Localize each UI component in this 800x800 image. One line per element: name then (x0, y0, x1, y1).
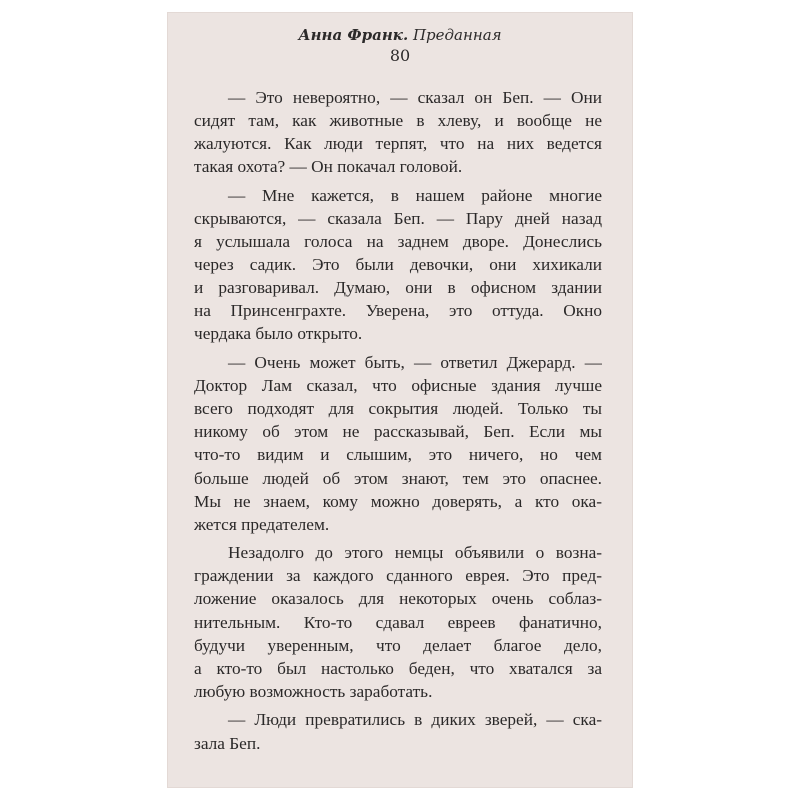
text-line: на Принсенграхте. Уверена, это оттуда. Окно (194, 301, 602, 321)
text-line: скрываются, — сказала Беп. — Пару дней назад (194, 208, 602, 228)
paragraph-4 (194, 541, 602, 703)
text-line: такая охота? — Он покачал головой. (194, 157, 463, 177)
text-line: — Очень может быть, — ответил Джерард. — (228, 353, 602, 373)
text-line: жалуются. Как люди терпят, что на них ведется (194, 134, 602, 154)
text-line: — Люди превратились в диких зверей, — ска- (228, 710, 602, 730)
text-line: Незадолго до этого немцы объявили о возна- (228, 543, 602, 563)
header-title: Преданная (412, 26, 502, 44)
text-line: ложение оказалось для некоторых очень соблаз- (194, 589, 602, 609)
running-header (167, 26, 633, 44)
text-line: любую возможность заработать. (194, 681, 433, 701)
text-line: Мы не знаем, кому можно доверять, а кто ока- (194, 491, 602, 511)
header-author: Анна Франк. (298, 26, 409, 44)
text-line: я услышала голоса на заднем дворе. Донеслись (194, 232, 602, 252)
book-page (167, 12, 633, 788)
text-line: зала Беп. (194, 733, 261, 753)
text-line: — Это невероятно, — сказал он Беп. — Они (228, 88, 602, 107)
paragraph-3 (194, 351, 602, 536)
text-line: чердака было открыто. (194, 324, 363, 344)
text-line: сидят там, как животные в хлеву, и вообще не (194, 111, 602, 131)
body-text (194, 86, 602, 760)
text-line: больше людей об этом знают, тем это опаснее. (194, 468, 602, 488)
text-line: Доктор Лам сказал, что офисные здания лучше (194, 376, 602, 396)
text-line: нительным. Кто-то сдавал евреев фанатично, (194, 612, 602, 632)
text-line: никому об этом не рассказывай, Беп. Если мы (194, 422, 602, 442)
text-line: жется предателем. (194, 514, 330, 534)
text-line: — Мне кажется, в нашем районе многие (228, 185, 602, 205)
text-line: будучи уверенным, что делает благое дело, (194, 635, 602, 655)
text-line: что-то видим и слышим, это ничего, но чем (194, 445, 602, 465)
text-line: граждении за каждого сданного еврея. Это пред- (194, 566, 602, 586)
page-number: 80 (389, 46, 411, 65)
paragraph-2 (194, 184, 602, 346)
paragraph-1 (194, 86, 602, 178)
text-line: и разговаривал. Думаю, они в офисном здании (194, 278, 602, 298)
text-line: всего подходят для сокрытия людей. Только ты (194, 399, 602, 419)
text-line: через садик. Это были девочки, они хихикали (194, 255, 602, 275)
paragraph-5 (194, 708, 602, 754)
text-line: а кто-то был настолько беден, что хватался за (194, 658, 602, 678)
